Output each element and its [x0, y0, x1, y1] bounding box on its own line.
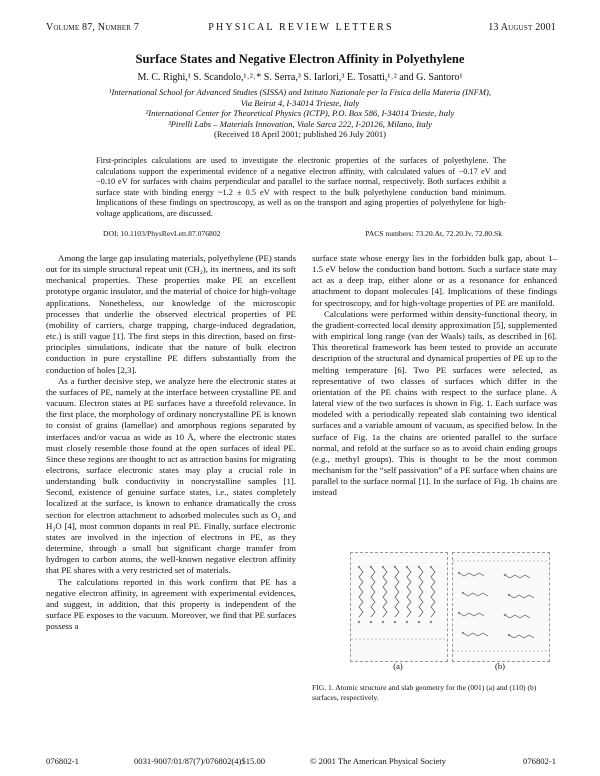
figure-panel-b: [452, 552, 550, 662]
figure-panel-a: [350, 552, 448, 662]
abstract: First-principles calculations are used to investigate the electronic properties of the surfaces of polyethylene. The calculations support the experimental evidence of a negative electron affinity, with calculated values of −0.17 eV and −0.10 eV for surfaces with chains perpendicular and parallel to the surface normal, respectively. Both surfaces exhibit a surface state with binding energy ~1.2 ± 0.5 eV with respect to the bulk polyethylene conduction band minimum. Implications of these findings on spectroscopy, as well as on the transport and aging properties of polyethylene for high-voltage applications, are discussed.: [96, 156, 506, 218]
affiliations: [50, 87, 550, 140]
figure-label-b: (b): [495, 661, 505, 671]
slab-structure-b: [453, 553, 549, 661]
received-date: (Received 18 April 2001; published 26 July 2001): [213, 129, 387, 140]
page-number-left: 076802-1: [46, 756, 79, 766]
affiliation-1: ¹International School for Advanced Studies (SISSA) and Istituto Nazionale per la Fisica della Materia (INFM),: [108, 87, 492, 97]
figure-1: [330, 552, 540, 672]
copyright: © 2001 The American Physical Society: [310, 756, 446, 766]
figure-caption: FIG. 1. Atomic structure and slab geometry for the (001) (a) and (110) (b) surfaces, respectively.: [312, 683, 537, 702]
page-footer: [46, 756, 556, 768]
figure-label-a: (a): [393, 661, 403, 671]
issn-code: 0031-9007/01/87(7)/076802(4)$15.00: [134, 756, 266, 766]
volume-number: Volume 87, Number 7: [46, 22, 140, 33]
pacs-numbers: PACS numbers: 73.20.At, 72.20.Jv, 72.80.Sk: [365, 229, 502, 238]
body-column-left: [46, 253, 296, 632]
affiliation-3: ³Pirelli Labs – Materials Innovation, Viale Sarca 222, I-20126, Milano, Italy: [168, 118, 432, 129]
paragraph: Calculations were performed within density-functional theory, in the gradient-corrected local density approximation [5], supplemented with empirical long range (van der Waals) tails, as described in [6]. This theoretical framework has been tested to provide an accurate description of the structural and dynamical properties of PE up to the melting temperature [6]. Two PE surfaces were selected, as representative of two classes of surfaces which differ in the orientation of the PE chains with respect to the surface plane. A lateral view of the two surfaces is shown in Fig. 1. Each surface was modeled with a periodically repeated slab containing two identical surfaces and a variable amount of vacuum, as specified below. In the surface of Fig. 1a the chains are oriented parallel to the surface normal, and refold at the surface so as to avoid chain ending groups (e.g., methyl groups). This is thought to be the most common mechanism for the “self passivation” of a PE surface when chains are parallel to the surface normal [1]. In the surface of Fig. 1b chains are instead: [312, 308, 557, 498]
paper-title: Surface States and Negative Electron Affinity in Polyethylene: [135, 52, 465, 66]
paragraph: surface state whose energy lies in the forbidden bulk gap, about 1–1.5 eV below the conduction band bottom. Such a surface state may act as a deep trap, either alone or as a resonance for enhanced attachment to dopant molecules [4]. Implications of these findings for spectroscopy, and for high-voltage properties of PE are manifold.: [312, 253, 557, 308]
page-number-right: 076802-1: [523, 756, 556, 766]
paragraph: As a further decisive step, we analyze here the electronic states at the surfaces of PE, namely at the interface between crystalline PE and vacuum. Electron states at PE surfaces have a threefold relevance. In the first place, the morphology of ordinary noncrystalline PE is known to consist of grains (lamellae) and amorphous regions separated by interfaces and/or vacua as wide as 10 Å, where the electronic states must closely resemble those found at the open surfaces of ideal PE. Since these regions are thought to act as attraction basins for migrating electrons, surface electronic states may play a crucial role in understanding bulk conductivity in noncrystalline samples [1]. Second, existence of genuine surface states, i.e., states completely localized at the surface, is known to enhance dramatically the cross section for electron attachment to adsorbed molecules such as O₂ and H₂O [4], most common dopants in real PE. Finally, surface electronic states are involved in the injection of electrons in PE, as they determine, through a small but significant charge transfer from hydrogen to carbon atoms, the well-known negative electron affinity that PE shares with a very restricted set of materials.: [46, 375, 296, 576]
body-column-right: [312, 253, 557, 498]
author-list: M. C. Righi,¹ S. Scandolo,¹˒²˒* S. Serra,³ S. Iarlori,³ E. Tosatti,¹˒² and G. Santoro¹: [137, 72, 463, 83]
journal-name: PHYSICAL REVIEW LETTERS: [208, 22, 394, 33]
slab-structure-a: [351, 553, 447, 661]
issue-date: 13 August 2001: [488, 22, 556, 33]
paragraph: The calculations reported in this work confirm that PE has a negative electron affinity, in agreement with experimental evidences, and suggest, in addition, that this property is independent of the surface PE exposes to the vacuum. Moreover, we find that PE surfaces possess a: [46, 576, 296, 632]
running-header: [46, 22, 556, 36]
affiliation-2: ²International Center for Theoretical Physics (ICTP), P.O. Box 586, I-34014 Trieste, Italy: [145, 108, 455, 119]
doi: DOI: 10.1103/PhysRevLett.87.076802: [103, 229, 221, 238]
affiliation-1-address: Via Beirut 4, I-34014 Trieste, Italy: [240, 97, 360, 108]
paragraph: Among the large gap insulating materials, polyethylene (PE) stands out for its simple structural repeat unit (CH₂), its inertness, and its soft mechanical properties. These properties make PE an excellent prototype organic insulator, and the material of choice for high-voltage applications. Nonetheless, our knowledge of the microscopic processes that underlie the observed electrical properties of PE (mobility of carriers, charge trapping, charge-induced degradation, etc.) is still vague [1]. The first steps in this direction, based on first-principles simulations, indicate that the nature of bulk electron conduction in pure crystalline PE differs substantially from the conduction of holes [2,3].: [46, 253, 296, 375]
